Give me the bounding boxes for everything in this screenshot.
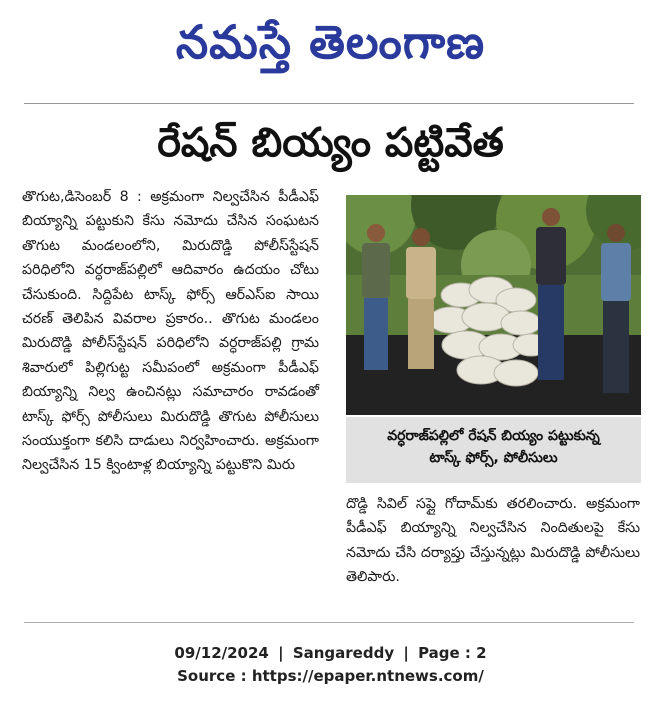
footer-date: 09/12/2024 [174, 644, 269, 662]
masthead-logo [0, 2, 661, 82]
footer-separator: | [403, 644, 409, 662]
article-photo [346, 195, 641, 415]
photo-caption-line-2: టాస్క్ ఫోర్స్, పోలీసులు [429, 450, 558, 466]
top-divider [24, 103, 634, 104]
footer-source: Source : https://epaper.ntnews.com/ [177, 667, 484, 685]
photo-caption-line-1: వర్ధరాజ్‌పల్లిలో రేషన్ బియ్యం పట్టుకున్న [387, 428, 600, 444]
footer-edition: Sangareddy [292, 644, 395, 662]
bottom-divider [24, 622, 634, 623]
photo-illustration [346, 195, 641, 415]
article-body-right: దొడ్డి సివిల్ సప్లై గోదామ్‌కు తరలించారు. అక్రమంగా పీడీఎఫ్ బియ్యాన్ని నిల్వచేసిన నిందితులపై కేసు నమోదు చేసి దర్యాప్తు చేస్తున్నట్లు మిరుదొడ్డి పోలీసులు తెలిపారు. [346, 496, 640, 586]
photo-caption [346, 417, 641, 483]
footer-edition-line [0, 644, 661, 662]
article-body-left: తొగుట,డిసెంబర్ 8 : అక్రమంగా నిల్వచేసిన పీడీఎఫ్ బియ్యాన్ని పట్టుకుని కేసు నమోదు చేసిన సంఘటన తొగుట మండలంలోని, మిరుదొడ్డి పోలీస్‌స్టేషన్ పరిధిలోని వర్ధరాజ్‌పల్లిలో ఆదివారం ఉదయం చోటు చేసుకుంది. సిద్దిపేట టాస్క్ ఫోర్స్ ఆర్‌ఎస్‌ఐ సాయి చరణ్ తెలిపిన వివరాల ప్రకారం.. తొగుట మండలం మిరుదొడ్డి పోలీస్‌స్టేషన్ పరిధిలోని వర్ధరాజ్‌పల్లి గ్రామ శివారులో పిల్లిగుట్ట సమీపంలో అక్రమంగా పీడీఎఫ్ బియ్యాన్ని నిల్వ ఉంచినట్లు సమాచారం రావడంతో టాస్క్ ఫోర్స్ పోలీసులు మిరుదొడ్డి తొగుట పోలీసులు సంయుక్తంగా కలిసి దాడులు నిర్వహించారు. అక్రమంగా నిల్వచేసిన 15 క్వింటాళ్ల బియ్యాన్ని పట్టుకొని మిరు [22, 189, 319, 474]
article-headline: రేషన్ బియ్యం పట్టివేత [157, 120, 504, 166]
masthead-title: నమస్తే తెలంగాణ [175, 15, 486, 69]
footer-page: Page : 2 [418, 644, 487, 662]
footer-separator: | [278, 644, 284, 662]
